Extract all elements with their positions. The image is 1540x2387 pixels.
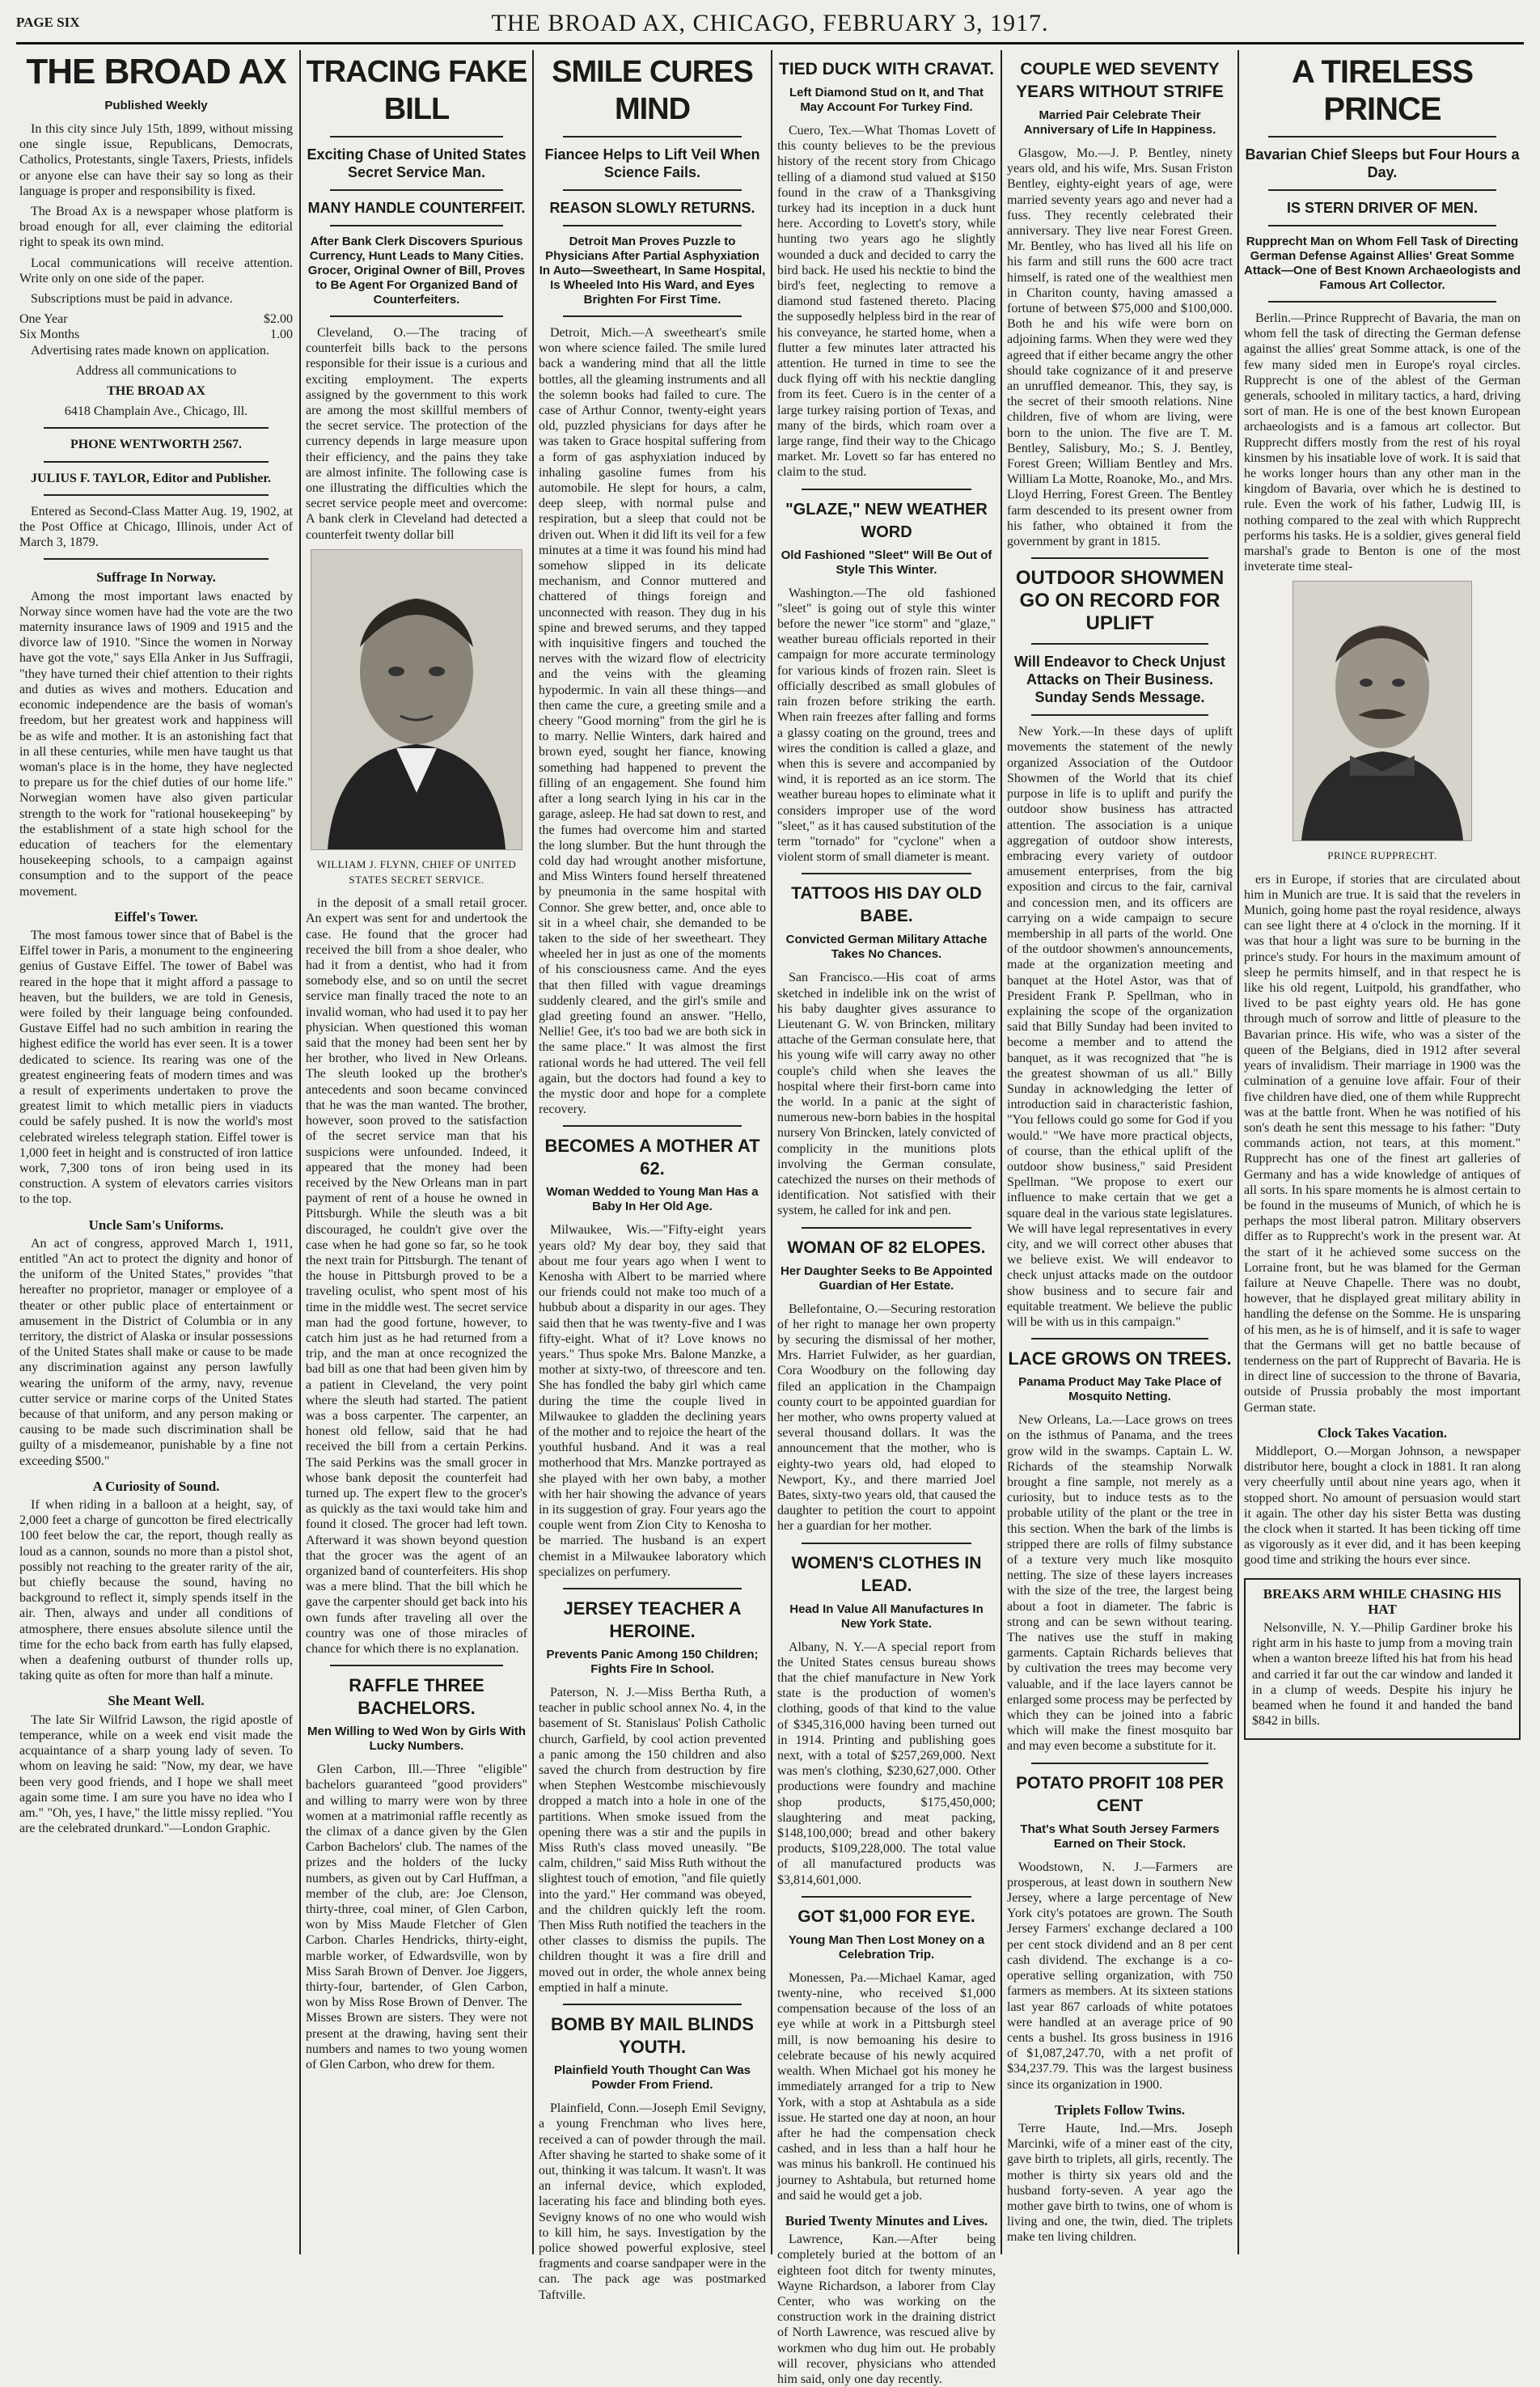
article-text: Cleveland, O.—The tracing of counterfeit bills back to the persons responsible for their issue is a curious and exciting employment. The experts assigned by the government to this work are among the most skillful members of the secret service. The protection of the currency depends in large measure upon their efficiency, and the pains they take are almost infinite. The following case is one illustrating the difficulties which the secret service people meet and overcome: A bank clerk in Cleveland had detected a counterfeit twenty dollar bill (306, 326, 527, 542)
article-heading: WOMAN OF 82 ELOPES. (787, 1238, 986, 1257)
rate-price: $2.00 (264, 312, 293, 327)
article-text: Berlin.—Prince Rupprecht of Bavaria, the man on whom fell the task of directing the German defense against the allies' great Somme attack, is one of the few many sided men in Europe's royal circles. Rupprecht is one of the ablest of the German generals, schooled in military tactics, a hard, driving sort of man. He is one of the best known European archaeologists and is a famous art collector. But Rupprecht differs mostly from the rest of his royal kinsmen by his insatiable love of work. It is said that he works longer hours than any other man in the kingdom of Bavaria, over which he is destined to rule. Even the work of his father, Ludwig III, is nothing compared to the zeal with which Rupprecht performs his tasks. He is a soldier, gives general field marshal's grade to Benton is one of the most inveterate time steal- (1244, 311, 1521, 574)
column-2 (302, 50, 531, 2254)
column-rule (532, 50, 534, 2254)
article-text: The late Sir Wilfrid Lawson, the rigid apostle of temperance, while on a week end visit made the acquaintance of a sharp young lady of seven. To whom on leaving he said: "Now, my dear, we have been very good friends, and I hope we shall meet again some time. I am sure you have no idea who I am." "Oh, yes, I have," the little missy replied. "You are the celebrated drunkard."—London Graphic. (19, 1712, 293, 1836)
phone-number: PHONE WENTWORTH 2567. (70, 438, 243, 452)
article-text: Washington.—The old fashioned "sleet" is going out of style this winter before the newer "ice storm" and "glaze," weather bureau officials reported in their campaign for more accurate terminology for various kinds of frozen rain. Sleet is officially described as small globules of rain frozen before striking the earth. When rain freezes after falling and forms a glassy coating on the ground, trees and wires the condition is called a glaze, and when this is severe and accompanied by wind, it is reported as an ice storm. The weather bureau hopes to eliminate what it considers improper use of the word "sleet," as it has caused substitution of the term "tornado" for "cyclone" when a violent storm of small diameter is meant. (777, 586, 996, 865)
article-heading: Triplets Follow Twins. (1054, 2101, 1186, 2118)
article-deck: Old Fashioned "Sleet" Will Be Out of Style This Winter. (781, 548, 992, 577)
article-heading: BECOMES A MOTHER AT 62. (544, 1136, 760, 1179)
headline: SMILE CURES MIND (552, 55, 753, 126)
column-5 (1004, 50, 1236, 2254)
divider (1268, 301, 1496, 303)
article-deck: Her Daughter Seeks to Be Appointed Guardian of Her Estate. (781, 1263, 992, 1293)
column-4 (774, 50, 999, 2386)
article-text: An act of congress, approved March 1, 1911, entitled "An act to protect the dignity and honor of the uniform of the United States," provides "that hereafter no proprietor, manager or employee of a theater or other public place of entertainment or amusement in the District of Columbia or in any territory, the district of Alaska or insular possessions of the United States shall make or cause to be made any discrimination against any person lawfully wearing the uniform of the army, navy, revenue cutter service or marine corps of the United States because of that uniform, and any person making or causing to be made such discrimination shall be guilty of a misdemeanor, punishable by a fine not exceeding $500." (19, 1236, 293, 1468)
deck-detail: Rupprecht Man on Whom Fell Task of Directing German Defense Against Allies' Great Somme Attack—One of Best Known Archaeologists and Famous Art Collector. (1244, 235, 1521, 292)
article-text: New York.—In these days of uplift movements the statement of the newly organized Association of the Outdoor Showmen of the World that its chief purpose in life is to uplift and purify the outdoor show business has attracted attention. The association is a unique aggregation of outdoor show interests, embracing every variety of outdoor amusement enterprises, from the big exposition and circus to the fair, carnival and concession men, and its officers are carrying on a wide campaign to secure membership in all parts of the world. One of the outdoor showmen's announcements, made at the organization meeting and banquet at the Hotel Astor, was that of President Frank P. Spellman, who in explaining the scope of the organization said that Billy Sunday had been invited to become a member and to attend the banquet, as it was recognized that "he is the greatest showman of us all." Billy Sunday in acknowledging the letter of introduction said in characteristic fashion, "You fellows could go some for God if you would." "We have more practical objects, of course, than the ethical uplift of the outdoor show business," said President Spellman. "We propose to exert our influence to make certain that we get a square deal in the various state legislatures. We will have legal representatives in every city, and we will correct other abuses that we believe exist. We will endeavor to check unjust attacks made on the outdoor show business and to secure fair and equitable treatment. We believe the public will be with us in this campaign." (1007, 725, 1233, 1329)
published-label: Published Weekly (104, 99, 208, 112)
rate-label: Six Months (19, 328, 80, 342)
article-text: Nelsonville, N. Y.—Philip Gardiner broke his right arm in his haste to jump from a moving train when a wanton breeze lifted his hat from his head and carried it far out the car window and landed it in a clump of weeds. Despite his injury he beamed when he found it and handed the band $842 in bills. (1252, 1621, 1512, 1729)
divider (44, 427, 269, 429)
column-3 (535, 50, 769, 2302)
article-deck: That's What South Jersey Farmers Earned on Their Stock. (1020, 1822, 1220, 1851)
divider (563, 315, 742, 317)
rate-six-months (19, 327, 293, 342)
page-label: PAGE SIX (16, 15, 80, 30)
article-deck: Will Endeavor to Check Unjust Attacks on Their Business. Sunday Sends Message. (1014, 654, 1225, 706)
divider (563, 1588, 742, 1589)
article-text: Cuero, Tex.—What Thomas Lovett of this county believes to be the previous history of the recent story from Chicago telling of a diamond stud valued at $150 found in the craw of a Thanksgiving turkey had its inception in a duck hunt here. According to Lovett's story, while hunting two years ago he slightly wounded a duck and decided to carry the bird back. He used his necktie to bind the bird's feet, neglecting to remove a diamond stud fastened thereto. Placing the supposedly helpless bird in the rear of his conveyance, he started home, when a flutter a few minutes later attracted his attention. He turned in time to see the duck flying off with his necktie dangling from its feet. Cuero is in the center of a large turkey raising portion of Texas, and many of the birds, which roam over a large range, find their way to the Chicago market. Mr. Lovett so far has entered no claim to the stud. (777, 124, 996, 480)
intro-text: In this city since July 15th, 1899, without missing one single issue, Republicans, Democrats, Catholics, Protestants, single Taxers, Priests, infidels or anyone else can have their say so long as their language is proper and responsibility is fixed. (19, 122, 293, 198)
column-6 (1241, 50, 1524, 2254)
divider (1031, 1338, 1208, 1340)
divider (802, 1543, 971, 1544)
column-rule (299, 50, 301, 2254)
article-deck: Men Willing to Wed Won by Girls With Lucky Numbers. (307, 1725, 526, 1754)
divider (44, 558, 269, 560)
divider (563, 136, 742, 138)
divider (330, 225, 503, 226)
article-heading: Clock Takes Vacation. (1317, 1424, 1448, 1441)
article-deck: Young Man Then Lost Money on a Celebration Trip. (788, 1932, 985, 1962)
article-text: Monessen, Pa.—Michael Kamar, aged twenty-nine, who received $1,000 compensation because of the loss of an eye while at work in a Pittsburgh steel mill, is now bemoaning his desire to celebrate because of his newly acquired wealth. When Michael got his money he immediately arranged for a trip to New York, with a stop at Ashtabula as a side issue. He started one day at noon, an hour after he had the compensation check cashed, and in less than a half hour he was minus his bankroll. He continued his journey to Ashtabula, but returned home and said he would get a job. (777, 1970, 996, 2203)
address-name: THE BROAD AX (107, 384, 205, 399)
article-heading: LACE GROWS ON TREES. (1008, 1348, 1232, 1369)
column-rule (1001, 50, 1002, 2254)
divider (802, 1896, 971, 1898)
deck: Bavarian Chief Sleeps but Four Hours a Day. (1245, 146, 1520, 180)
article-text: Plainfield, Conn.—Joseph Emil Sevigny, a young Frenchman who lives here, received a can of powder through the mail. After shaving he started to shake some of it out, thinking it was talcum. It wasn't. It was an infernal device, which exploded, lacerating his face and blinding both eyes. Sevigny knows of no one who would wish to kill him, he says. Investigation by the police showed powerful explosive, steel fragments and coarse sandpaper were in the can. The pack age was postmarked Taftville. (539, 2101, 766, 2302)
article-deck: Panama Product May Take Place of Mosquito Netting. (1018, 1375, 1221, 1404)
divider (330, 315, 503, 317)
article-text: Albany, N. Y.—A special report from the United States census bureau shows that the chief manufacture in New York state is the production of women's clothing, goods of that kind to the value of $345,316,000 having been turned out in 1914. Printing and publishing goes next, with a total of $257,269,000. Next was men's clothing, $230,627,000. Other productions were foundry and machine shop products, $175,450,000; slaughtering and meat packing, $148,100,000; bread and other bakery products, $109,228,000. The total value of all manufactured products was $3,814,601,000. (777, 1640, 996, 1887)
divider (330, 136, 503, 138)
rate-price: 1.00 (270, 328, 293, 342)
masthead-title: THE BROAD AX, CHICAGO, FEBRUARY 3, 1917. (491, 10, 1049, 36)
divider (44, 494, 269, 496)
headline: TRACING FAKE BILL (306, 55, 527, 126)
advertising-note: Advertising rates made known on application. (31, 343, 270, 358)
deck: MANY HANDLE COUNTERFEIT. (307, 200, 526, 216)
article-deck: Married Pair Celebrate Their Anniversary of Life In Happiness. (1023, 108, 1216, 137)
divider (1031, 1763, 1208, 1764)
article-heading: "GLAZE," NEW WEATHER WORD (785, 500, 988, 541)
article-heading: JERSEY TEACHER A HEROINE. (563, 1598, 742, 1642)
article-heading: POTATO PROFIT 108 PER CENT (1016, 1773, 1224, 1815)
deck-detail: After Bank Clerk Discovers Spurious Currency, Hunt Leads to Many Cities. Grocer, Original Owner of Bill, Proves to Be Agent For Organized Band of Counterfeiters. (307, 235, 526, 307)
article-heading: She Meant Well. (108, 1693, 205, 1709)
divider (563, 2004, 742, 2005)
portrait-image (1292, 581, 1472, 841)
portrait-caption: PRINCE RUPPRECHT. (1327, 849, 1437, 862)
article-text: Bellefontaine, O.—Securing restoration of her right to manage her own property by securing the dismissal of her mother, Mrs. Harriet Fulwider, as her guardian, Cora Woodbury on the following day filed an application in the Champaign county court to be appointed guardian for her mother, who owns property valued at several thousand dollars. It was the announcement that the mother, who is eighty-two years old, had eloped to Newport, Ky., and there married Joel Bates, sixty-two years old, that caused the daughter to petition the court to appoint her a guardian for her mother. (777, 1301, 996, 1534)
divider (802, 873, 971, 874)
masthead (16, 6, 1524, 44)
article-deck: Convicted German Military Attache Takes No Chances. (785, 933, 988, 962)
deck: REASON SLOWLY RETURNS. (549, 200, 755, 216)
article-text: Detroit, Mich.—A sweetheart's smile won where science failed. The smile lured back a wandering mind that all the little bottles, all the gleaming instruments and all the solemn books had failed to cure. The case of Arthur Connor, twenty-eight years old, puzzled physicians for days after he was taken to Grace hospital suffering from a form of gas asphyxiation induced by inhaling gasoline fumes from his automobile. He slept for hours, a calm, deep sleep, with normal pulse and respiration, but a sleep that could not be driven out. When it did lift its veil for a few minutes at a time it was found his mind had somehow slipped in its delicate mechanism, and Connor muttered and chattered of things foreign and unconnected with reason. They dug in his spine and brewed serums, and they tapped with inquisitive fingers and touched the nerves with the wizard flow of electricity and the veins with the gleaming hypodermic. In vain all these things—and then came the cure, a greeting smile and a cheery "Good morning" from the girl he is to marry. Nellie Winters, dark haired and brown eyed, sought her fiance, knowing something had happened to prevent the filling of an engagement. She found him after a long search lying in his car in the garage, asleep. He had sat down to rest, and the fumes had overcome him and started the long slumber. But the hunt through the cold day had wrought another misfortune, and Miss Winters found herself threatened by pneumonia in the same hospital with Connor. She grew better, and, once able to sit in a wheel chair, she demanded to be taken to the side of her sweetheart. They wheeled her in just as one of the moments of his consciousness came. And the eyes that then filled with vague dreamings suddenly cleared, and the girl's smile and glad greeting found an answer. "Hello, Nellie! Gee, it's too bad we are both sick in the same place." It was almost the first rational words he had uttered. The veil fell again, but the doctors had found a key to the mystic door and hope for a complete recovery. (539, 326, 766, 1117)
divider (330, 189, 503, 191)
article-heading: BREAKS ARM WHILE CHASING HIS HAT (1263, 1585, 1502, 1617)
article-text: Glen Carbon, Ill.—Three "eligible" bachelors guaranteed "good providers" and willing to marry were won by three women at a matrimonial raffle recently as the climax of a dance given by the Glen Carbon Bachelors' club. The names of the prizes and the holders of the lucky numbers, as given out by Carl Huffman, a member of the club, are: Joe Clenson, thirty-three, coal miner, of Glen Carbon, won by Miss Maude Fletcher of Glen Carbon. Charles Hendricks, thirty-eight, marble worker, of Edwardsville, won by Miss Sarah Brown of Denver. Joe Jiggers, thirty-four, bartender, of Glen Carbon, won by Miss Rose Brown of Denver. The Misses Brown are sisters. They were not present at the drawing, having sent their numbers and names to two young women of Glen Carbon, who drew for them. (306, 1763, 527, 2072)
article-heading: A Curiosity of Sound. (92, 1478, 220, 1494)
rate-label: One Year (19, 312, 68, 327)
article-text: The most famous tower since that of Babel is the Eiffel tower in Paris, a monument to the engineering genius of Gustave Eiffel. The tower of Babel was reared in the hope that it might afford a passage to heaven, but the builders, we are told in Genesis, were foiled by their language being confounded. Gustave Eiffel had no such ambition in rearing the highest edifice the world has ever seen. It is a tower dedicated to science. Its rearing was one of the greatest engineering feats of modern times and was a result of experiments undertaken to prove the greatest limit to which metallic piers in viaducts could be safely pushed. It is now the world's most celebrated wireless telegraph station. Eiffel tower is 1,000 feet in height and is constructed of iron lattice work, 7,300 tons of iron being used in its construction. A system of elevators carries visitors to the top. (19, 928, 293, 1207)
article-text: If when riding in a balloon at a height, say, of 2,000 feet a charge of guncotton be fired electrically 100 feet below the car, the report, though really as loud as a cannon, sounds no more than a pistol shot, possibly not reaching to the greater rarity of the air, but chiefly because the sound, having no background to reflect it, simply spends itself in the air. Then, always and under all conditions of atmosphere, there ensues absolute silence until the time for the echo back from earth has fully elapsed, when a deafening outburst of thunder rolls up, taking quite as often for more than half a minute. (19, 1498, 293, 1683)
local-communications: Local communications will receive attention. Write only on one side of the paper. (19, 256, 293, 286)
article-text: Middleport, O.—Morgan Johnson, a newspaper distributor here, bought a clock in 1881. It ran along very cheerfully until about nine years ago, when it stopped short. No amount of persuasion would start it again. The other day his sister Betta was dusting the clock when it started. It has been ticking off time as vigorously as it ever did, and it has been keeping good time and striking the hours ever since. (1244, 1444, 1521, 1568)
rate-one-year (19, 311, 293, 327)
article-heading: Suffrage In Norway. (96, 569, 216, 586)
column-rule (771, 50, 772, 2254)
article-deck: Left Diamond Stud on It, and That May Account For Turkey Find. (789, 86, 984, 114)
article-heading: COUPLE WED SEVENTY YEARS WITHOUT STRIFE (1016, 60, 1224, 101)
article-deck: Head In Value All Manufactures In New York State. (789, 1602, 984, 1631)
deck: Fiancee Helps to Lift Veil When Science Fails. (544, 146, 760, 180)
article-deck: Prevents Panic Among 150 Children; Fights Fire In School. (546, 1648, 759, 1677)
portrait-caption: WILLIAM J. FLYNN, CHIEF OF UNITED STATES SECRET SERVICE. (316, 857, 517, 887)
divider (1031, 643, 1208, 645)
article-heading: WOMEN'S CLOTHES IN LEAD. (791, 1553, 982, 1595)
article-heading: RAFFLE THREE BACHELORS. (349, 1675, 484, 1719)
portrait-image (311, 549, 522, 850)
deck: Exciting Chase of United States Secret Service Man. (307, 146, 527, 180)
divider (1268, 189, 1496, 191)
address-line: 6418 Champlain Ave., Chicago, Ill. (64, 404, 248, 419)
divider (802, 1227, 971, 1229)
headline: A TIRELESS PRINCE (1291, 54, 1474, 127)
article-text: San Francisco.—His coat of arms sketched in indelible ink on the wrist of his baby daughter gives assurance to Lieutenant G. W. von Brincken, military attache of the German consulate here, that his young wife will carry away no other couple's child when she leaves the hospital where their first-born came into the world. In a panic at the sight of numerous new-born babies in the hospital nursery Von Brincken, lately convicted of complicity in the munitions plots involving the German consulate, catechized the nurses on their methods of identification. Not satisfied with their system, he called for ink and pen. (777, 971, 996, 1218)
subscriptions-note: Subscriptions must be paid in advance. (31, 292, 233, 307)
paper-name: THE BROAD AX (26, 52, 286, 91)
article-text: Lawrence, Kan.—After being completely buried at the bottom of an eighteen foot ditch for twenty minutes, Wayne Richardson, a laborer from Clay Center, who was working on the construction work in the draining district of North Lawrence, was rescued alive by workmen who dug him out. He probably will recover, physicians who attended him said, only one day recently. (777, 2233, 996, 2386)
divider (563, 225, 742, 226)
entered-note: Entered as Second-Class Matter Aug. 19, 1902, at the Post Office at Chicago, Illinois, under Act of March 3, 1879. (19, 504, 293, 550)
divider (1031, 557, 1208, 559)
divider (1268, 225, 1496, 226)
article-heading: GOT $1,000 FOR EYE. (798, 1907, 975, 1926)
divider (563, 189, 742, 191)
article-heading: OUTDOOR SHOWMEN GO ON RECORD FOR UPLIFT (1015, 567, 1225, 635)
article-text: Woodstown, N. J.—Farmers are prosperous, at least down in southern New Jersey, where a large percentage of New York city's potatoes are grown. The South Jersey Farmers' exchange declared a 100 per cent stock dividend and an 8 per cent cash dividend. The exchange is a co-operative selling organization, with 750 farmers as members. At its sixteen stations last year 867 carloads of white potatoes were handled at an average price of 90 cents a bushel. Its gross business in 1916 of $1,087,247.70, with a net profit of $34,237.79. This was the largest business since its organization in 1900. (1007, 1860, 1233, 2092)
article-text: ers in Europe, if stories that are circulated about him in Munich are true. It is said that the revelers in Munich, going home past the royal residence, always can see light there at 4 o'clock in the morning. If it was that hour a light was sure to be burning in the prince's study. For hours in the maximum amount of sleep he permits himself, and in that respect he is like his old regent, Luitpold, his grandfather, who lived to be past eighty years old. He has gone through much of sorrow and little of pleasure to the Bavarian prince. His wife, who was a sister of the queen of the Belgians, died in 1912 after several years of invalidism. Their marriage in 1900 was the culmination of a genuine love affair. Four of their five children have died, one of them while Rupprecht was at the battle front. When he was notified of his son's death he sent this message to his father: "Duty commands action, not tears, at this moment." Rupprecht has one of the finest art galleries of Germany and has a wide knowledge of antiques of all sorts. In his spare moments he is almost certain to be found in the museums of Munich, of which he is perhaps the most liberal patron. Military observers differ as to Rupprecht's work in the present war. At the start of it he achieved some success on the Lorraine front, but he was blamed for the German failure at Neuve Chapelle. There was no doubt, however, that he displayed great military ability in handling the defense on the Somme. He is unsparing of his men, as he is of himself, and it is safe to wager that the Germans will get no battle because of tenderness on the part of Rupprecht of Bavaria. He is in direct line of succession to the throne of Bavaria, outside of Prussia probably the most important German state. (1244, 872, 1521, 1415)
article-text: Among the most important laws enacted by Norway since women have had the vote are the two maternity insurance laws of 1909 and 1915 and the divorce law of 1910. "Since the women in Norway have got the vote," says Ella Anker in Jus Suffragii, "they have turned their chief attention to their rights and duties as wives and mothers. Education and economic independence are the basis of woman's freedom, but her greatest work and happiness will be as wife and mother. It is an astonishing fact that in all these centuries, while men have taught us that woman's place is in the home, they have neglected to prepare us for the chief duties of our home life." Norwegian women have also given particular strength to the work for "rational housekeeping" by the establishment of a state high school for the education of teachers for the elementary housekeeping schools, to a campaign against consumption and to the support of the peace movement. (19, 589, 293, 899)
article-deck: Plainfield Youth Thought Can Was Powder From Friend. (553, 2063, 751, 2093)
deck-detail: Detroit Man Proves Puzzle to Physicians After Partial Asphyxiation In Auto—Sweetheart, In Same Hospital, Is Wheeled Into His Ward, and Eyes Brighten For First Time. (539, 235, 766, 307)
article-heading: BOMB BY MAIL BLINDS YOUTH. (551, 2014, 754, 2058)
deck: IS STERN DRIVER OF MEN. (1286, 200, 1479, 216)
divider (1031, 714, 1208, 716)
article-text: Terre Haute, Ind.—Mrs. Joseph Marcinki, wife of a miner east of the city, gave birth to triplets, all girls, recently. The mother is thirty six years old and the husband forty-seven. A year ago the mother gave birth to twins, one of whom is living and one, the twin, died. The triplets make ten living children. (1007, 2121, 1233, 2245)
address-label: Address all communications to (75, 363, 237, 378)
boxed-item (1244, 1578, 1521, 1741)
article-text: New Orleans, La.—Lace grows on trees on the isthmus of Panama, and the trees grow wild in the swamps. Captain L. W. Richards of the steamship Norwalk brought a fine sample, not merely as a curiosity, but to induce tests as to the probable utility of the plant or the tree in this section. When the bark of the limbs is stripped there are rolls of filmy substance of a texture very much like mosquito netting. The size of these layers increases with the size of the tree, the largest being about a foot in diameter. The fabric is strong and can be sewn without tearing. The natives use the stuff in making garments. Captain Richards believes that by cultivation the trees may become very valuable, and if the lace layers cannot be enlarged some process may be perfected by which they can be joined into a fabric which will make the finest mosquito bar and may even become a substitute for it. (1007, 1413, 1233, 1754)
article-heading: Buried Twenty Minutes and Lives. (785, 2212, 988, 2228)
editor-line: JULIUS F. TAYLOR, Editor and Publisher. (31, 471, 271, 485)
article-heading: TIED DUCK WITH CRAVAT. (779, 60, 994, 78)
column-rule (1238, 50, 1239, 2254)
divider (44, 461, 269, 463)
divider (330, 1665, 503, 1666)
article-heading: TATTOOS HIS DAY OLD BABE. (791, 884, 982, 926)
divider (802, 489, 971, 490)
newspaper-note: The Broad Ax is a newspaper whose platform is broad enough for all, ever claiming the editorial right to speak its own mind. (19, 205, 293, 250)
article-text: Glasgow, Mo.—J. P. Bentley, ninety years old, and his wife, Mrs. Susan Friston Bentley, eighty-eight years of age, were married seventy years ago and never had a fuss. They recently celebrated their anniversary. They live near Forest Green. Mr. Bentley, who has lived all his life on his farm and still runs the 600 acre tract himself, is rated one of the wealthiest men in Chariton county, having amassed a fortune of between $75,000 and $100,000. Both he and his wife were born on adjoining farms. When they were wed they agreed that if either became angry the other should take cognizance of it and preserve an unruffled demeanor. This, they say, is the secret of their smooth relations. Nine children, five of whom are living, were born to the union. The five are T. M. Bentley, Salisbury, Mo.; S. J. Bentley, Forest Green; William Bentley and Mrs. William La Motte, Roanoke, Mo., and Mrs. Lloyd Herring, Forest Green. The Bentley farm descended to its present owner from his father, who obtained it from the government by grant in 1815. (1007, 146, 1233, 549)
article-text: Paterson, N. J.—Miss Bertha Ruth, a teacher in public school annex No. 4, in the basement of St. Stanislaus' Polish Catholic church, Garfield, by cool action prevented a panic among the 150 children and also saved the church from destruction by fire when Stephen Westcombe mischievously dropped a match into a hole in one of the partitions. When smoke issued from the opening there was a stir and the pupils in Miss Ruth's class moved uneasily. "Be calm, children," said Miss Ruth without the slightest touch of emotion, "and file quietly into the yard." Her command was obeyed, and the children quickly left the room. Then Miss Ruth notified the teachers in the other classes to dismiss the pupils. The children thought it was a fire drill and moved out in order, the whole annex being emptied in half a minute. (539, 1686, 766, 1995)
article-heading: Uncle Sam's Uniforms. (88, 1217, 224, 1233)
divider (1268, 136, 1496, 138)
divider (563, 1125, 742, 1127)
article-heading: Eiffel's Tower. (114, 908, 198, 925)
column-1 (16, 50, 296, 2254)
article-deck: Woman Wedded to Young Man Has a Baby In Her Old Age. (546, 1185, 759, 1214)
article-text: in the deposit of a small retail grocer. An expert was sent for and undertook the case. He found that the grocer had received the bill from a shoe dealer, who had it from a dentist, who had it from somebody else, and so on until the secret service man finally traced the note to an invalid woman, who had used it to pay her physician. When questioned this woman said that the money had been sent her by her brother, who lived in New Orleans. The sleuth looked up the brother's antecedents and soon became convinced that he was the man wanted. The brother, however, soon proved to the satisfaction of the secret service man that his suspicions were unfounded. Indeed, it appeared that the money had been received by the New Orleans man in part payment of rent of a house he owned in Pittsburgh. While the sleuth was a bit discouraged, he couldn't give over the case when he had gone so far, so he took the next train for Pittsburgh. The tenant of the house in Pittsburgh proved to be a traveling oculist, who spent most of his time in the middle west. The secret service man had the good fortune, however, to catch him just as he had returned from a trip, and the man at once recognized the bad bill as one that had been given him by a patient in Cleveland, the very point where the sleuth had started. The patient was a boss carpenter. The carpenter, an honest old fellow, said that he had received the bill from a certain Perkins. The said Perkins was the small grocer in whose bank deposit the counterfeit had turned up. The expert flew to the grocer's as quickly as the taxi would take him and found it closed. The grocer had left town. Afterward it was shown beyond question that the grocer was the agent of an organized band of counterfeiters. His shop was a mere blind. That the bill which he gave the carpenter should get back into his own funds after traveling all over the country was one of those miracles of chance for which there is no explanation. (306, 896, 527, 1656)
article-text: Milwaukee, Wis.—"Fifty-eight years years old? My dear boy, they said that about me four years ago when I went to Kenosha with Albert to be married where our friends could not make too much of a hubbub about a disparity in our ages. They said then that he was twenty-five and I was fifty-eight. What of it? Love knows no years." Thus spoke Mrs. Balone Manzke, a mother at sixty-two, of threescore and ten. She has fondled the baby girl which came during the time the couple lived in Milwaukee to gladden the declining years of the mother and to rejoice the heart of the youthful husband. And it was a real motherhood that Mrs. Manzke portrayed as she played with her own baby, a mother with her hair showing the advance of years in its suggestion of gray. Four years ago the couple went from Zion City to Kenosha to be married. The husband is an expert chemist in a Milwaukee laboratory which specializes on perfumery. (539, 1223, 766, 1579)
